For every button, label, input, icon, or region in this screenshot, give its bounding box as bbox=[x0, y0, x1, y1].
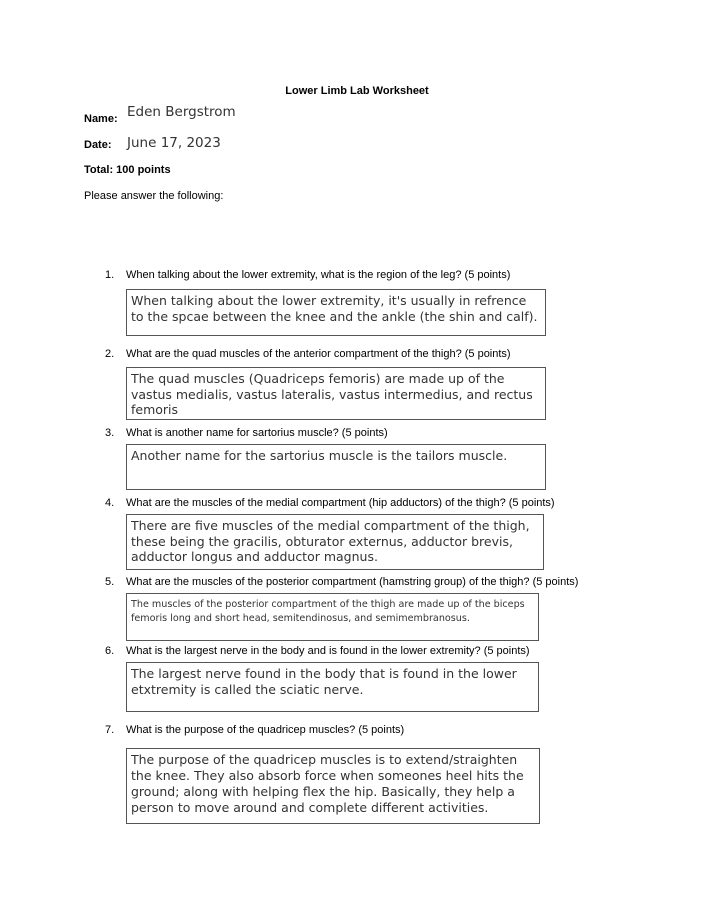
question-text: What are the muscles of the medial compartment (hip adductors) of the thigh? (5 points) bbox=[126, 497, 555, 509]
answer-box-6[interactable]: The largest nerve found in the body that is found in the lower etxtremity is called the sciatic nerve. bbox=[126, 662, 539, 712]
name-label: Name: bbox=[84, 113, 118, 125]
question-text: What are the muscles of the posterior compartment (hamstring group) of the thigh? (5 points) bbox=[126, 576, 579, 588]
question-3 bbox=[105, 427, 388, 439]
total-points: Total: 100 points bbox=[84, 164, 171, 176]
question-number: 7. bbox=[105, 724, 115, 736]
answer-box-2[interactable]: The quad muscles (Quadriceps femoris) are made up of the vastus medialis, vastus lateralis, vastus intermedius, and rectus femoris bbox=[126, 367, 546, 420]
question-4 bbox=[105, 497, 555, 509]
question-text: What is the largest nerve in the body and is found in the lower extremity? (5 points) bbox=[126, 645, 530, 657]
question-7 bbox=[105, 724, 404, 736]
name-value: Eden Bergstrom bbox=[127, 104, 236, 120]
answer-box-3[interactable]: Another name for the sartorius muscle is the tailors muscle. bbox=[126, 444, 546, 490]
question-number: 2. bbox=[105, 348, 115, 360]
date-label: Date: bbox=[84, 139, 112, 151]
question-text: What is another name for sartorius muscle? (5 points) bbox=[126, 427, 388, 439]
question-1 bbox=[105, 269, 510, 281]
question-text: When talking about the lower extremity, what is the region of the leg? (5 points) bbox=[126, 269, 511, 281]
question-text: What is the purpose of the quadricep muscles? (5 points) bbox=[126, 724, 405, 736]
worksheet-title: Lower Limb Lab Worksheet bbox=[285, 85, 429, 97]
answer-box-1[interactable]: When talking about the lower extremity, it's usually in refrence to the spcae between the knee and the ankle (the shin and calf). bbox=[126, 289, 546, 336]
question-number: 1. bbox=[105, 269, 115, 281]
instructions: Please answer the following: bbox=[84, 190, 224, 202]
question-number: 6. bbox=[105, 645, 115, 657]
answer-box-5[interactable]: The muscles of the posterior compartment of the thigh are made up of the biceps femoris long and short head, semitendinosus, and semimembranosus. bbox=[126, 593, 539, 641]
question-6 bbox=[105, 645, 530, 657]
question-number: 4. bbox=[105, 497, 115, 509]
date-value: June 17, 2023 bbox=[127, 135, 221, 151]
question-5 bbox=[105, 576, 578, 588]
question-2 bbox=[105, 348, 511, 360]
question-text: What are the quad muscles of the anterior compartment of the thigh? (5 points) bbox=[126, 348, 511, 360]
question-number: 5. bbox=[105, 576, 115, 588]
answer-box-4[interactable]: There are five muscles of the medial compartment of the thigh, these being the gracilis, obturator externus, adductor brevis, adductor longus and adductor magnus. bbox=[126, 514, 544, 570]
answer-box-7[interactable]: The purpose of the quadricep muscles is to extend/straighten the knee. They also absorb force when someones heel hits the ground; along with helping flex the hip. Basically, they help a person to move around and complete different activities. bbox=[126, 748, 540, 824]
question-number: 3. bbox=[105, 427, 115, 439]
